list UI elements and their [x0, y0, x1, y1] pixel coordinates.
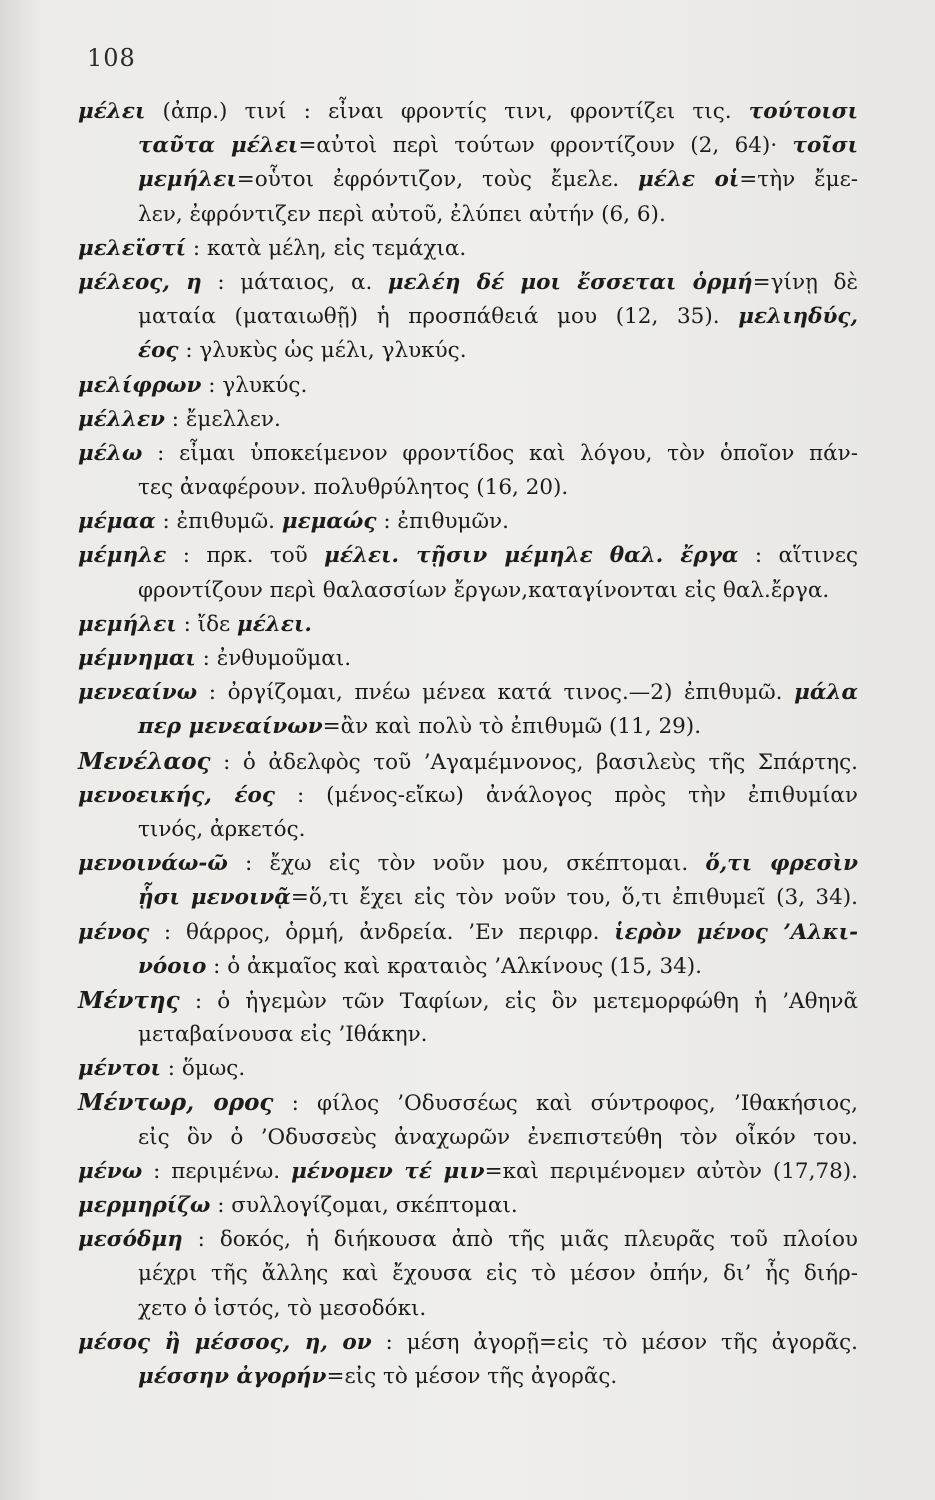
definition-text: : ὁ ἀδελφὸς τοῦ ’Αγαμέμνονος, βασιλεὺς τῆς Σπάρτης.: [210, 749, 858, 775]
definition-text: : ὁ ἀκμαῖος καὶ κραταιὸς ’Αλκίνους (15, 34).: [206, 953, 703, 979]
headword: μέσσην ἀγορήν: [138, 1363, 327, 1389]
text-line: [78, 847, 858, 881]
text-line: [78, 1121, 858, 1155]
text-line: [78, 1018, 858, 1052]
definition-text: μεταβαίνουσα εἰς ’Ιθάκην.: [138, 1022, 428, 1048]
text-line: [78, 574, 858, 608]
text-line: [78, 676, 858, 710]
text-line: [78, 198, 858, 232]
text-line: [78, 608, 858, 642]
text-line: [78, 300, 858, 334]
headword: τούτοισι: [748, 99, 858, 124]
text-line: [78, 1360, 858, 1394]
definition-text: =αὐτοὶ περὶ τούτων φροντίζουν (2, 64)·: [298, 133, 793, 159]
definition-text: : ἐπιθυμῶν.: [376, 509, 509, 535]
definition-text: : ἴδε: [176, 611, 237, 637]
definition-text: =τὴν ἔμε-: [739, 167, 858, 193]
headword: μέλει.: [237, 611, 312, 637]
text-line: [78, 779, 858, 813]
headword: μέλεος, η: [78, 269, 202, 295]
definition-text: : μέση ἀγορῇ=εἰς τὸ μέσον τῆς ἀγορᾶς.: [371, 1329, 858, 1355]
headword: μέλε οἱ: [638, 167, 740, 193]
definition-text: =καὶ περιμένομεν αὐτὸν (17,78).: [484, 1158, 858, 1184]
text-line: [78, 642, 858, 676]
text-line: [78, 916, 858, 950]
definition-text: φροντίζουν περὶ θαλασσίων ἔργων,καταγίνονται εἰς θαλ.ἔργα.: [138, 577, 830, 603]
definition-text: (ἀπρ.) τινί : εἶναι φροντίς τινι, φροντίζει τις.: [145, 99, 749, 124]
definition-text: μέχρι τῆς ἄλλης καὶ ἔχουσα εἰς τὸ μέσον ὀπήν, δι’ ἧς διήρ-: [138, 1261, 858, 1287]
definition-text: : πρκ. τοῦ: [166, 543, 325, 569]
headword: ὅ,τι φρεσὶν: [705, 851, 858, 877]
headword: μεμήλει: [138, 167, 237, 193]
definition-text: : ἔμελλεν.: [164, 406, 281, 432]
headword: μένω: [78, 1158, 143, 1184]
text-line: [78, 163, 858, 197]
text-line: [78, 95, 858, 129]
text-line: [78, 881, 858, 915]
headword: μέμηλε: [78, 543, 167, 569]
headword: μελίφρων: [78, 372, 202, 398]
headword: μένος: [78, 919, 150, 945]
definition-text: : ἐπιθυμῶ.: [155, 509, 282, 535]
headword: μενοεικής, έος: [78, 782, 275, 808]
definition-text: =εἰς τὸ μέσον τῆς ἀγορᾶς.: [326, 1363, 618, 1389]
definition-text: : αἵτινες: [738, 543, 858, 569]
headword: ἱερὸν μένος ’Αλκι-: [614, 919, 858, 945]
definition-text: : γλυκύς.: [201, 372, 308, 398]
text-line: [78, 403, 858, 437]
headword: μεσόδμη: [78, 1227, 183, 1253]
definition-text: =ἂν καὶ πολὺ τὸ ἐπιθυμῶ (11, 29).: [322, 714, 702, 740]
definition-text: χετο ὁ ἱστός, τὸ μεσοδόκι.: [138, 1295, 427, 1321]
text-line: [78, 266, 858, 300]
headword: ταῦτα μέλει: [138, 133, 299, 159]
text-line: [78, 334, 858, 368]
definition-text: : ἐνθυμοῦμαι.: [195, 646, 352, 671]
headword: μάλα: [794, 680, 858, 706]
definition-text: : (μένος-εἴκω) ἀνάλογος πρὸς τὴν ἐπιθυμίαν: [274, 782, 858, 808]
headword: μένομεν τέ μιν: [291, 1158, 485, 1184]
headword: μενεαίνω: [78, 680, 198, 706]
definition-text: : δοκός, ἡ διήκουσα ἀπὸ τῆς μιᾶς πλευρᾶς τοῦ πλοίου: [182, 1227, 858, 1253]
text-line: [78, 710, 858, 744]
headword: μέλλεν: [78, 406, 165, 432]
definition-text: : συλλογίζομαι, σκέπτομαι.: [210, 1193, 518, 1218]
headword: μεμαώς: [281, 509, 377, 535]
definition-text: εἰς ὃν ὁ ’Οδυσσεὺς ἀναχωρῶν ἐνεπιστεύθη τὸν οἶκόν του.: [138, 1124, 858, 1150]
definition-text: : ὀργίζομαι, πνέω μένεα κατά τινος.—2) ἐπιθυμῶ.: [197, 680, 795, 706]
text-line: [78, 745, 858, 779]
text-line: [78, 437, 858, 471]
headword: μελεϊστί: [78, 235, 187, 261]
headword: μελέη δέ μοι ἔσσεται ὁρμή: [387, 269, 753, 295]
definition-text: : μάταιος, α.: [201, 269, 388, 295]
headword: μενοινάω-ῶ: [78, 851, 228, 877]
headword: μέμνημαι: [78, 646, 196, 671]
headword: ᾗσι μενοινᾷ: [138, 885, 291, 911]
definition-text: τινός, ἀρκετός.: [138, 816, 306, 842]
headword: μέλει. τῇσιν μέμηλε θαλ. ἔργα: [324, 543, 739, 569]
text-line: [78, 1292, 858, 1326]
definition-text: : κατὰ μέλη, εἰς τεμάχια.: [186, 235, 467, 261]
text-line: [78, 1326, 858, 1360]
definition-text: : εἶμαι ὑποκείμενον φροντίδος καὶ λόγου, τὸν ὁποῖον πάν-: [142, 440, 858, 466]
headword: Μενέλαος: [78, 747, 211, 775]
text-line: [78, 1155, 858, 1189]
headword: έος: [138, 338, 179, 364]
definition-text: =γίνῃ δὲ: [752, 269, 858, 295]
headword: νόοιο: [138, 953, 207, 979]
text-line: [78, 984, 858, 1018]
headword: μέσος ἢ μέσσος, η, ον: [78, 1329, 372, 1355]
text-line: [78, 129, 858, 163]
definition-text: τες ἀναφέρουν. πολυθρύλητος (16, 20).: [138, 475, 569, 501]
text-line: [78, 505, 858, 539]
definition-text: : ὁ ἡγεμὼν τῶν Ταφίων, εἰς ὃν μετεμορφώθη ἡ ’Αθηνᾶ: [179, 988, 858, 1014]
text-line: [78, 369, 858, 403]
headword: περ μενεαίνων: [138, 714, 323, 740]
headword: μέλει: [78, 99, 146, 124]
definition-text: : θάρρος, ὁρμή, ἀνδρεία. ’Εν περιφρ.: [149, 919, 615, 945]
headword: τοῖσι: [792, 133, 859, 159]
definition-text: λεν, ἐφρόντιζεν περὶ αὐτοῦ, ἐλύπει αὐτήν (6, 6).: [138, 201, 666, 227]
definition-text: : περιμένω.: [142, 1158, 292, 1184]
headword: μέλω: [78, 440, 143, 466]
definition-text: =οὗτοι ἐφρόντιζον, τοὺς ἔμελε.: [236, 167, 639, 193]
headword: μερμηρίζω: [78, 1193, 211, 1218]
headword: μέντοι: [78, 1056, 161, 1082]
text-line: [78, 232, 858, 266]
definition-text: : φίλος ’Οδυσσέως καὶ σύντροφος, ’Ιθακήσιος,: [273, 1091, 858, 1117]
text-line: [78, 1086, 858, 1120]
headword: μεμήλει: [78, 611, 177, 637]
headword: Μέντωρ, ορος: [78, 1089, 274, 1117]
definition-text: ματαία (ματαιωθῇ) ἡ προσπάθειά μου (12, 35).: [138, 304, 739, 330]
text-line: [78, 1257, 858, 1291]
text-line: [78, 1189, 858, 1223]
text-line: [78, 1052, 858, 1086]
dictionary-entries: [78, 95, 858, 1394]
text-line: [78, 539, 858, 573]
text-line: [78, 1223, 858, 1257]
headword: Μέντης: [78, 986, 180, 1014]
definition-text: =ὅ,τι ἔχει εἰς τὸν νοῦν του, ὅ,τι ἐπιθυμεῖ (3, 34).: [290, 885, 858, 911]
page-number: 108: [87, 44, 136, 72]
headword: μελιηδύς,: [738, 304, 858, 330]
definition-text: : ἔχω εἰς τὸν νοῦν μου, σκέπτομαι.: [227, 851, 706, 877]
headword: μέμαα: [78, 509, 156, 535]
text-line: [78, 813, 858, 847]
definition-text: : γλυκὺς ὡς μέλι, γλυκύς.: [178, 338, 467, 364]
definition-text: : ὅμως.: [160, 1056, 246, 1082]
text-line: [78, 950, 858, 984]
text-line: [78, 471, 858, 505]
